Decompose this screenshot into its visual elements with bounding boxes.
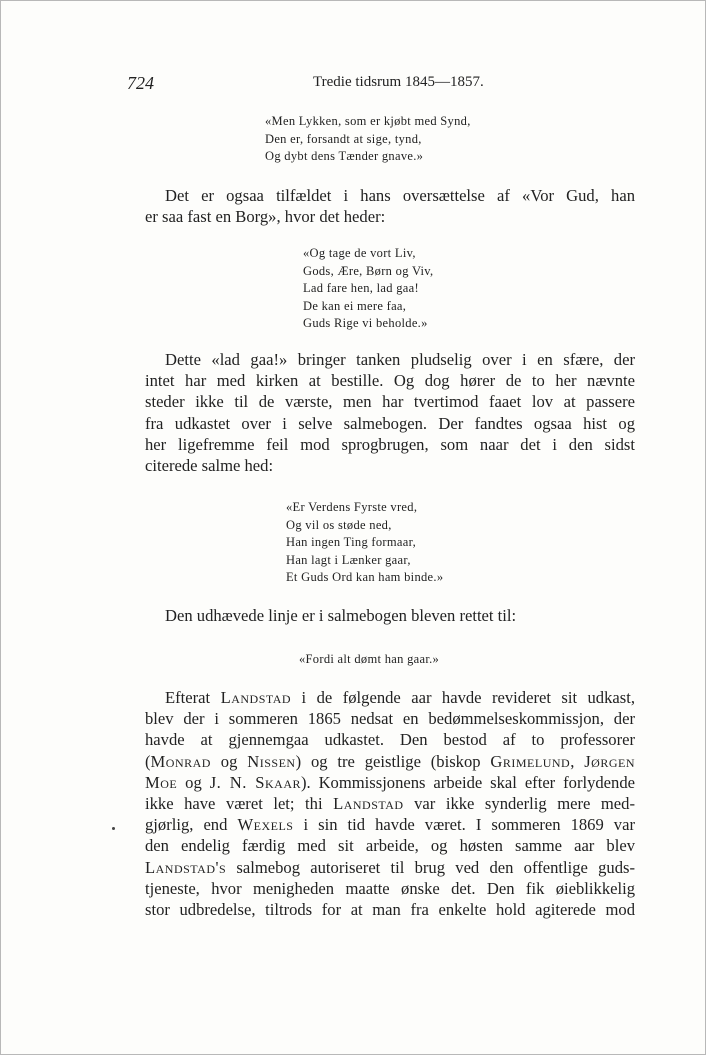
name-moe: Moe [145,772,178,792]
name-landstad: Landstad [220,688,292,707]
poem-line: «Og tage de vort Liv, [303,246,416,260]
corrected-line-quote [299,651,439,669]
text-line: stor udbredelse, tiltrods for at man fra enkelte hold agiterede mod [145,900,635,920]
poem-line: Lad fare hen, lad gaa! [303,281,419,295]
text-line: Landstad's salmebog autoriseret til brug ved den offentlige guds- [145,857,635,877]
text-line: blev der i sommeren 1865 nedsat en bedømmelseskommissjon, der [145,709,635,729]
poem-stanza-2 [303,245,433,333]
name-skaar: J. N. Skaar [209,772,301,792]
text-line: havde at gjennemgaa udkastet. Den bestod af to professorer [145,730,635,750]
text-line: her ligefremme feil mod sprogbrugen, som naar det i den sidst [145,434,635,454]
poem-stanza-3 [286,499,443,587]
poem-line: Den er, forsandt at sige, tynd, [265,131,422,146]
poem-line: Og dybt dens Tænder gnave.» [265,149,424,163]
poem-line: Han lagt i Lænker gaar, [286,552,411,567]
name-monrad: Monrad [150,751,211,771]
text-line: citerede salme hed: [145,456,274,476]
name-nissen: Nissen [247,751,296,771]
paragraph-2 [145,349,635,476]
text-line: Efterat Landstad i de følgende aar havde revideret sit udkast, [165,688,635,707]
text-line: Den udhævede linje er i salmebogen bleven rettet til: [165,606,517,625]
name-grimelund: Grimelund [490,751,571,771]
text-line: gjørlig, end Wexels i sin tid havde været. I sommeren 1869 var [145,815,635,835]
text-line: steder ikke til de værste, men har tvertimod faaet lov at passere [145,392,635,412]
poem-line: «Men Lykken, som er kjøbt med Synd, [265,114,471,128]
text-line: Dette «lad gaa!» bringer tanken pludselig over i en sfære, der [165,350,635,369]
text-line: den endelig færdig med sit arbeide, og høsten samme aar blev [145,836,635,856]
name-jorgen: Jørgen [584,751,636,771]
text-line: tjeneste, hvor menigheden maatte ønske det. Den fik øieblikkelig [145,878,635,898]
text-line: er saa fast en Borg», hvor det heder: [145,207,386,227]
text-line: (Monrad og Nissen) og tre geistlige (biskop Grimelund, Jørgen [145,751,636,771]
text-line: Det er ogsaa tilfældet i hans oversættelse af «Vor Gud, han [165,186,635,205]
poem-line: Gods, Ære, Børn og Viv, [303,263,434,278]
poem-line: Et Guds Ord kan ham binde.» [286,570,444,584]
page-number: 724 [127,73,154,93]
text-line: ikke have været let; thi Landstad var ikke synderlig mere med- [145,794,635,814]
poem-line: Og vil os støde ned, [286,517,392,532]
text-line: fra udkastet over i selve salmebogen. Der fandtes ogsaa hist og [145,413,635,433]
page-header [127,73,639,99]
text-line: intet har med kirken at bestille. Og dog hører de to her nævnte [145,371,635,391]
poem-line: Guds Rige vi beholde.» [303,316,428,330]
paragraph-4 [145,687,635,920]
name-landstads: Landstad's [145,857,227,877]
poem-line: De kan ei mere faa, [303,298,407,313]
name-wexels: Wexels [237,815,294,835]
paragraph-3 [145,605,635,626]
running-title: Tredie tidsrum 1845—1857. [313,74,484,90]
poem-line: «Er Verdens Fyrste vred, [286,500,418,514]
poem-line: Han ingen Ting formaar, [286,535,416,549]
margin-speck [112,827,115,830]
text-line: Moe og J. N. Skaar). Kommissjonens arbeide skal efter forlydende [145,772,635,792]
paragraph-1 [145,185,635,227]
poem-stanza-1 [265,113,471,166]
name-landstad: Landstad [333,794,404,814]
quote-line: «Fordi alt dømt han gaar.» [299,652,440,666]
